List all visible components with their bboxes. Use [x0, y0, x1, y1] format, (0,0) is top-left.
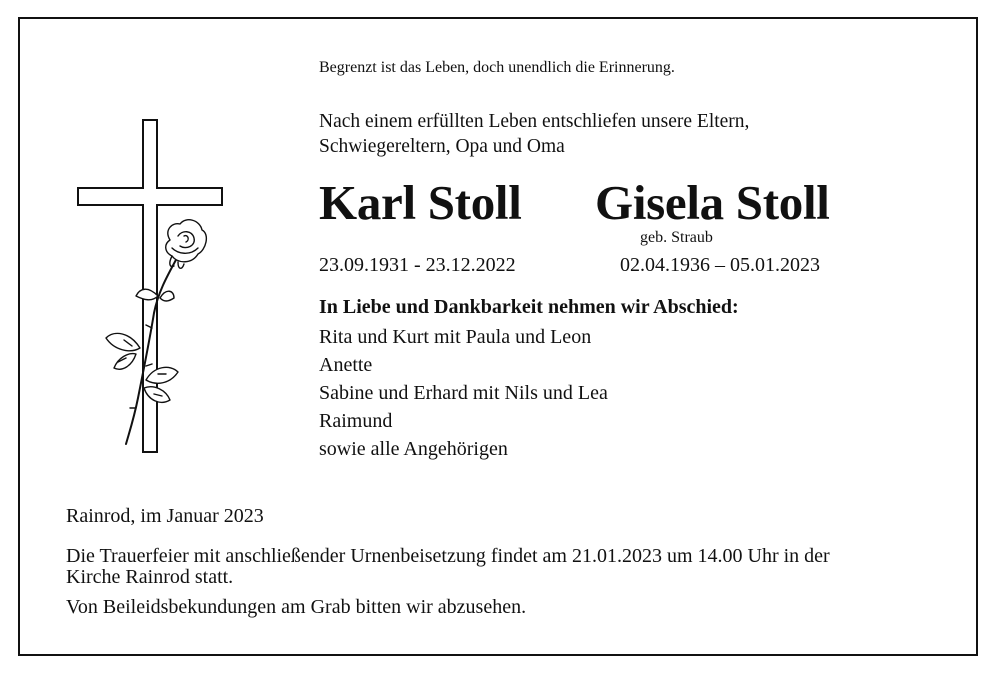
intro-line-2: Schwiegereltern, Opa und Oma: [319, 136, 565, 157]
mourners-list: [319, 323, 608, 463]
notice-line-2: Kirche Rainrod statt.: [66, 566, 234, 588]
mourner-item: Raimund: [319, 410, 393, 432]
farewell-heading: In Liebe und Dankbarkeit nehmen wir Abschied:: [319, 296, 739, 318]
maiden-name: geb. Straub: [640, 229, 713, 246]
mourner-item: Anette: [319, 354, 373, 376]
cross-icon: [74, 118, 226, 454]
motto: Begrenzt ist das Leben, doch unendlich die Erinnerung.: [319, 59, 675, 76]
intro-text: [319, 109, 879, 159]
deceased-name-1: Karl Stoll: [319, 175, 522, 230]
mourner-item: Sabine und Erhard mit Nils und Lea: [319, 382, 608, 404]
mourner-item: Rita und Kurt mit Paula und Leon: [319, 326, 592, 348]
notice-line-1: Die Trauerfeier mit anschließender Urnenbeisetzung findet am 21.01.2023 um 14.00 Uhr in der: [66, 545, 830, 567]
deceased-dates-1: 23.09.1931 - 23.12.2022: [319, 254, 516, 276]
intro-line-1: Nach einem erfüllten Leben entschliefen unsere Eltern,: [319, 111, 750, 132]
condolence-note: Von Beileidsbekundungen am Grab bitten wir abzusehen.: [66, 596, 527, 618]
deceased-name-2: Gisela Stoll: [595, 175, 830, 230]
funeral-notice: [66, 546, 936, 588]
mourner-item: sowie alle Angehörigen: [319, 438, 508, 460]
place-date: Rainrod, im Januar 2023: [66, 505, 264, 527]
deceased-dates-2: 02.04.1936 – 05.01.2023: [620, 254, 820, 276]
